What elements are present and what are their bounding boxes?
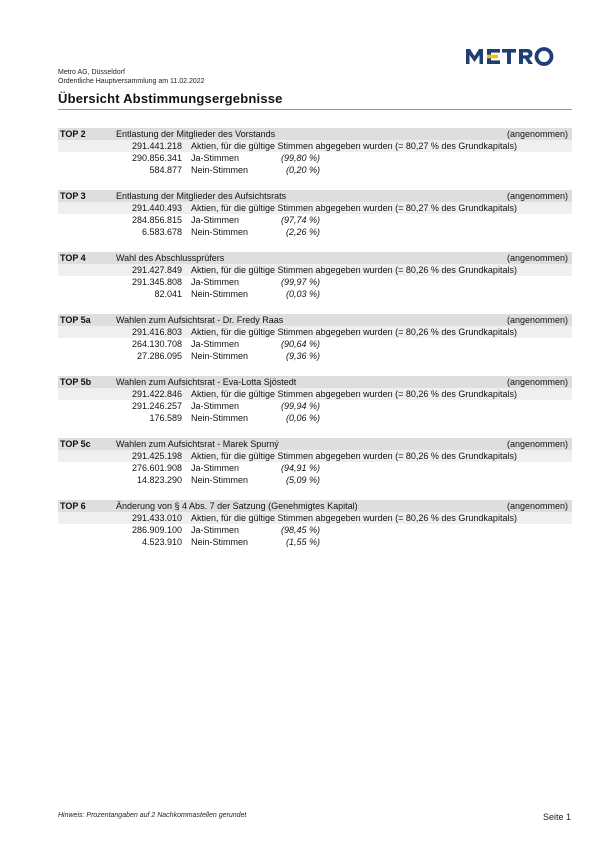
- agenda-item-result: (angenommen): [506, 439, 568, 449]
- agenda-item-title: Wahl des Abschlussprüfers: [116, 253, 225, 263]
- yes-votes-percent: (94,91 %): [280, 463, 320, 473]
- no-votes-count: 4.523.910: [141, 537, 182, 547]
- agenda-item-result: (angenommen): [506, 191, 568, 201]
- footer-note: Hinweis: Prozentangaben auf 2 Nachkommastellen gerundet: [58, 812, 247, 819]
- no-votes-count: 14.823.290: [136, 475, 182, 485]
- yes-votes-percent: (90,64 %): [280, 339, 320, 349]
- agenda-item-result: (angenommen): [506, 129, 568, 139]
- valid-shares-row: [58, 264, 572, 276]
- no-votes-row: [58, 412, 572, 424]
- agenda-item-result: (angenommen): [506, 253, 568, 263]
- agenda-item-title: Wahlen zum Aufsichtsrat - Marek Spurný: [116, 439, 279, 449]
- yes-votes-label: Ja-Stimmen: [191, 339, 240, 349]
- yes-votes-label: Ja-Stimmen: [191, 215, 240, 225]
- yes-votes-count: 284.856.815: [131, 215, 182, 225]
- yes-votes-percent: (99,94 %): [280, 401, 320, 411]
- no-votes-count: 27.286.095: [136, 351, 182, 361]
- valid-shares-count: 291.425.198: [131, 451, 182, 461]
- yes-votes-count: 276.601.908: [131, 463, 182, 473]
- agenda-item-number: TOP 3: [60, 191, 86, 201]
- agenda-item-title: Wahlen zum Aufsichtsrat - Eva-Lotta Sjöstedt: [116, 377, 297, 387]
- agenda-item-number: TOP 2: [60, 129, 86, 139]
- no-votes-row: [58, 350, 572, 362]
- yes-votes-count: 291.345.808: [131, 277, 182, 287]
- valid-shares-count: 291.427.849: [131, 265, 182, 275]
- yes-votes-percent: (99,97 %): [280, 277, 320, 287]
- meeting-name: Ordentliche Hauptversammlung am 11.02.2022: [58, 78, 205, 85]
- metro-logo-icon: [464, 44, 564, 68]
- agenda-item: [58, 376, 572, 424]
- no-votes-label: Nein-Stimmen: [191, 289, 249, 299]
- yes-votes-row: [58, 462, 572, 474]
- agenda-item-header: [58, 252, 572, 264]
- yes-votes-percent: (99,80 %): [280, 153, 320, 163]
- page-number: Seite 1: [542, 812, 571, 822]
- agenda-item-number: TOP 5b: [60, 377, 92, 387]
- no-votes-percent: (5,09 %): [285, 475, 320, 485]
- valid-shares-row: [58, 326, 572, 338]
- no-votes-percent: (1,55 %): [285, 537, 320, 547]
- yes-votes-percent: (97,74 %): [280, 215, 320, 225]
- agenda-item-header: [58, 314, 572, 326]
- agenda-item: [58, 500, 572, 548]
- no-votes-label: Nein-Stimmen: [191, 165, 249, 175]
- no-votes-label: Nein-Stimmen: [191, 537, 249, 547]
- no-votes-count: 6.583.678: [141, 227, 182, 237]
- valid-shares-count: 291.441.218: [131, 141, 182, 151]
- yes-votes-percent: (98,45 %): [280, 525, 320, 535]
- document-header: [58, 68, 205, 86]
- no-votes-row: [58, 288, 572, 300]
- agenda-item-number: TOP 5c: [60, 439, 91, 449]
- no-votes-percent: (0,06 %): [285, 413, 320, 423]
- agenda-item: [58, 314, 572, 362]
- valid-shares-label: Aktien, für die gültige Stimmen abgegeben wurden (= 80,26 % des Grundkapitals): [191, 265, 517, 275]
- valid-shares-row: [58, 388, 572, 400]
- agenda-item-header: [58, 190, 572, 202]
- no-votes-row: [58, 536, 572, 548]
- no-votes-row: [58, 474, 572, 486]
- valid-shares-row: [58, 512, 572, 524]
- agenda-item: [58, 252, 572, 300]
- valid-shares-count: 291.440.493: [131, 203, 182, 213]
- agenda-item: [58, 438, 572, 486]
- agenda-item-result: (angenommen): [506, 377, 568, 387]
- yes-votes-row: [58, 338, 572, 350]
- yes-votes-count: 290.856.341: [131, 153, 182, 163]
- no-votes-count: 82.041: [154, 289, 182, 299]
- no-votes-count: 176.589: [149, 413, 182, 423]
- no-votes-percent: (9,36 %): [285, 351, 320, 361]
- agenda-item-number: TOP 5a: [60, 315, 91, 325]
- agenda-item-header: [58, 438, 572, 450]
- agenda-item-number: TOP 6: [60, 501, 86, 511]
- agenda-item-title: Wahlen zum Aufsichtsrat - Dr. Fredy Raas: [116, 315, 284, 325]
- valid-shares-count: 291.422.846: [131, 389, 182, 399]
- valid-shares-count: 291.433.010: [131, 513, 182, 523]
- page-title: Übersicht Abstimmungsergebnisse: [58, 91, 283, 106]
- yes-votes-row: [58, 152, 572, 164]
- yes-votes-label: Ja-Stimmen: [191, 525, 240, 535]
- valid-shares-label: Aktien, für die gültige Stimmen abgegeben wurden (= 80,26 % des Grundkapitals): [191, 513, 517, 523]
- agenda-item-number: TOP 4: [60, 253, 86, 263]
- yes-votes-label: Ja-Stimmen: [191, 153, 240, 163]
- valid-shares-label: Aktien, für die gültige Stimmen abgegeben wurden (= 80,27 % des Grundkapitals): [191, 141, 517, 151]
- yes-votes-row: [58, 400, 572, 412]
- no-votes-label: Nein-Stimmen: [191, 227, 249, 237]
- no-votes-count: 584.877: [149, 165, 182, 175]
- yes-votes-label: Ja-Stimmen: [191, 277, 240, 287]
- valid-shares-row: [58, 202, 572, 214]
- no-votes-row: [58, 164, 572, 176]
- agenda-item-title: Änderung von § 4 Abs. 7 der Satzung (Genehmigtes Kapital): [116, 501, 358, 511]
- no-votes-percent: (0,03 %): [285, 289, 320, 299]
- yes-votes-label: Ja-Stimmen: [191, 401, 240, 411]
- agenda-item: [58, 190, 572, 238]
- no-votes-percent: (0,20 %): [285, 165, 320, 175]
- yes-votes-row: [58, 214, 572, 226]
- no-votes-row: [58, 226, 572, 238]
- yes-votes-label: Ja-Stimmen: [191, 463, 240, 473]
- yes-votes-count: 264.130.708: [131, 339, 182, 349]
- agenda-item-header: [58, 376, 572, 388]
- yes-votes-count: 291.246.257: [131, 401, 182, 411]
- valid-shares-label: Aktien, für die gültige Stimmen abgegeben wurden (= 80,26 % des Grundkapitals): [191, 389, 517, 399]
- valid-shares-row: [58, 140, 572, 152]
- agenda-item: [58, 128, 572, 176]
- agenda-item-header: [58, 128, 572, 140]
- no-votes-label: Nein-Stimmen: [191, 351, 249, 361]
- no-votes-percent: (2,26 %): [285, 227, 320, 237]
- yes-votes-count: 286.909.100: [131, 525, 182, 535]
- company-name: Metro AG, Düsseldorf: [58, 69, 125, 76]
- agenda-item-title: Entlastung der Mitglieder des Aufsichtsrats: [116, 191, 287, 201]
- agenda-item-result: (angenommen): [506, 501, 568, 511]
- valid-shares-label: Aktien, für die gültige Stimmen abgegeben wurden (= 80,26 % des Grundkapitals): [191, 451, 517, 461]
- no-votes-label: Nein-Stimmen: [191, 475, 249, 485]
- agenda-item-title: Entlastung der Mitglieder des Vorstands: [116, 129, 276, 139]
- yes-votes-row: [58, 276, 572, 288]
- agenda-item-header: [58, 500, 572, 512]
- no-votes-label: Nein-Stimmen: [191, 413, 249, 423]
- agenda-item-result: (angenommen): [506, 315, 568, 325]
- yes-votes-row: [58, 524, 572, 536]
- metro-logo: [464, 44, 564, 68]
- title-divider: [58, 109, 572, 110]
- valid-shares-label: Aktien, für die gültige Stimmen abgegeben wurden (= 80,26 % des Grundkapitals): [191, 327, 517, 337]
- valid-shares-row: [58, 450, 572, 462]
- valid-shares-label: Aktien, für die gültige Stimmen abgegeben wurden (= 80,27 % des Grundkapitals): [191, 203, 517, 213]
- valid-shares-count: 291.416.803: [131, 327, 182, 337]
